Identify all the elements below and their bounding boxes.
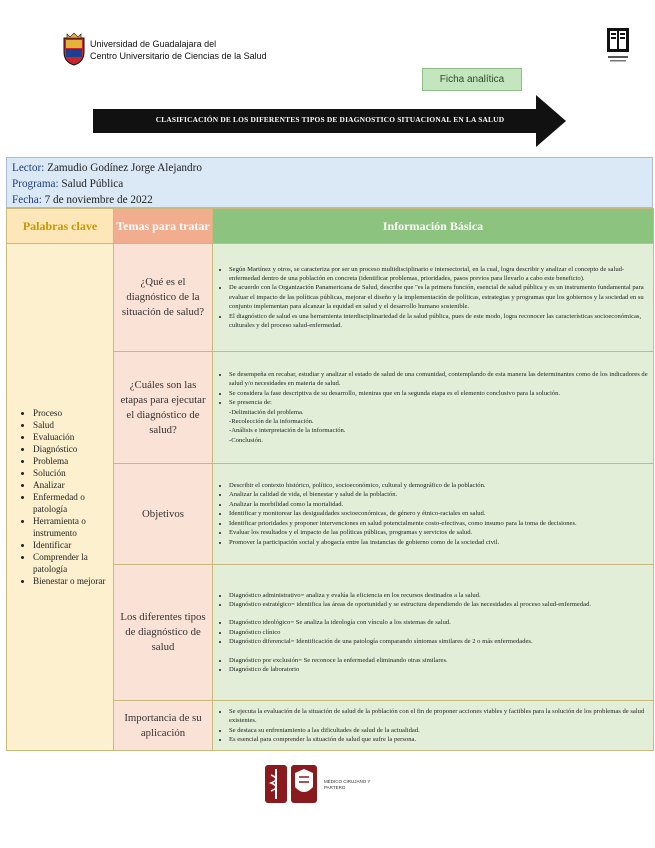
info-item: • Identificar prioridades y proponer intervenciones en salud potencialmente costo-efectivas, como insumo para la toma de decisiones. [229, 519, 649, 528]
keyword-item: • Enfermedad o patología [33, 491, 109, 515]
keywords-cell [7, 244, 114, 751]
keyword-item: • Evaluación [33, 431, 109, 443]
info-item: • Promover la participación social y abogacía entre las instancias de gobierno como de la sociedad civil. [229, 538, 649, 547]
info-item: • Identificar y monitorear las desigualdades socioeconómicas, de género y étnico-raciales en salud. [229, 509, 649, 518]
fecha-value: 7 de noviembre de 2022 [44, 194, 153, 206]
university-line2: Centro Universitario de Ciencias de la Salud [90, 51, 267, 61]
banner-title: CLASIFICACIÓN DE LOS DIFERENTES TIPOS DE DIAGNOSTICO SITUACIONAL EN LA SALUD [155, 115, 505, 124]
info-subitem: -Conclusión. [229, 436, 263, 444]
info-stages [213, 352, 654, 464]
fecha-label: Fecha: [12, 194, 42, 206]
keyword-item: • Solución [33, 467, 109, 479]
ficha-analitica-badge: Ficha analítica [422, 68, 522, 91]
keyword-item: • Herramienta o instrumento [33, 515, 109, 539]
topic-stages: ¿Cuáles son las etapas para ejecutar el diagnóstico de salud? [114, 352, 213, 464]
library-logo-icon [604, 26, 632, 64]
info-subitem: -Recolección de la información. [229, 417, 314, 425]
keyword-item: • Bienestar o mejorar [33, 575, 109, 587]
medicine-logo-icon [264, 763, 320, 807]
info-item: • Se presencia de: [229, 398, 649, 407]
lector-label: Lector: [12, 162, 45, 174]
programa-value: Salud Pública [61, 178, 124, 190]
university-crest-icon [62, 32, 86, 66]
fecha-row [12, 192, 647, 208]
university-line1: Universidad de Guadalajara del [90, 39, 217, 49]
info-item: • Analizar la morbilidad como la mortalidad. [229, 500, 649, 509]
header-keywords: Palabras clave [7, 209, 114, 244]
info-subitem: -Delimitación del problema. [229, 408, 304, 416]
info-subitem: -Análisis e interpretación de la información. [229, 427, 346, 435]
info-item: • Describir el contexto histórico, político, socioeconómico, cultural y demográfico de la población. [229, 481, 649, 490]
info-item: • Analizar la calidad de vida, el bienestar y salud de la población. [229, 490, 649, 499]
topic-importance: Importancia de su aplicación [114, 701, 213, 751]
keyword-item: • Diagnóstico [33, 443, 109, 455]
topic-definition: ¿Qué es el diagnóstico de la situación de salud? [114, 244, 213, 352]
info-item: • Es esencial para comprender la situación de salud que sufre la persona. [229, 735, 649, 744]
keyword-item: • Salud [33, 419, 109, 431]
info-item: • De acuerdo con la Organización Panamericana de Salud, describe que "es la primera función, esencial de salud pública y es un instrumento fundamental para evaluar el impacto de las políticas públicas, mejorar el diseño y la implementación de políticas, estrategias y programas que los gobiernos y la sociedad en su conjunto implementan para alcanzar la equidad en salud y el desarrollo humano sostenible. [229, 283, 649, 311]
info-item: • Diagnóstico por exclusión= Se reconoce la enfermedad eliminando otras similares. [229, 656, 649, 665]
keywords-list [11, 407, 109, 587]
topic-objectives: Objetivos [114, 464, 213, 565]
info-item: • Se desempeña en recabar, estudiar y analizar el estado de salud de una comunidad, contemplando de esta manera las determinantes como de los indicadores de salud y/o necesidades en materia de salud. [229, 370, 649, 389]
keyword-item: • Analizar [33, 479, 109, 491]
programa-row [12, 176, 647, 192]
info-item: • Se considera la fase descriptiva de su desarrollo, mientras que en la segunda etapa es el elemento conclusivo para la solución. [229, 389, 649, 398]
info-item: • Diagnóstico clínico [229, 628, 649, 637]
info-item: • Diagnóstico estratégico= identifica las áreas de oportunidad y se estructura dependiendo de las necesidades al proceso salud-enfermedad. [229, 600, 649, 609]
keyword-item: • Proceso [33, 407, 109, 419]
keyword-item: • Comprender la patología [33, 551, 109, 575]
info-objectives [213, 464, 654, 565]
analysis-table [6, 208, 654, 751]
lector-row [12, 160, 647, 176]
footer-logo-block [264, 763, 384, 807]
keyword-item: • Problema [33, 455, 109, 467]
footer-text: MÉDICO CIRUJANO Y PARTERO [324, 779, 371, 790]
info-item: • Diagnóstico ideológico= Se analiza la ideología con vínculo a los sistemas de salud. [229, 618, 649, 627]
university-header [62, 32, 267, 66]
info-item: • Según Martínez y otros, se caracteriza por ser un proceso multidisciplinario e intersectorial, en la cual, logra describir y analizar el concepto de salud-enfermedad dentro de una población en concreta (identificar problemas, prioridades, pasos previos para llevarlo a cabo este beneficio). [229, 265, 649, 284]
info-item: • Se destaca su enfrentamiento a las dificultades de salud de la actualidad. [229, 726, 649, 735]
info-item: • Evaluar los resultados y el impacto de las políticas públicas, programas y servicios de salud. [229, 528, 649, 537]
info-importance [213, 701, 654, 751]
info-item: • Diagnóstico de laboratorio [229, 665, 649, 674]
info-types [213, 565, 654, 701]
lector-value: Zamudio Godínez Jorge Alejandro [47, 162, 202, 174]
topic-types: Los diferentes tipos de diagnóstico de salud [114, 565, 213, 701]
info-item: • Diagnóstico diferencial= Identificación de una patología comparando síntomas similares de 2 o más enfermedades. [229, 637, 649, 646]
info-item: • El diagnóstico de salud es una herramienta interdisciplinariedad de la salud pública, pues de este modo, logra reconocer las características socioeconómicas, culturales y del proceso salud-enfermedad. [229, 312, 649, 331]
info-definition [213, 244, 654, 352]
info-item: • Se ejecuta la evaluación de la situación de salud de la población con el fin de proponer acciones viables y factibles para la solución de los problemas de salud existentes. [229, 707, 649, 726]
keyword-item: • Identificar [33, 539, 109, 551]
header-info: Información Básica [213, 209, 654, 244]
document-meta [6, 157, 653, 208]
header-topics: Temas para tratar [114, 209, 213, 244]
info-item: • Diagnóstico administrativo= analiza y evalúa la eficiencia en los recursos destinados a la salud. [229, 591, 649, 600]
programa-label: Programa: [12, 178, 59, 190]
